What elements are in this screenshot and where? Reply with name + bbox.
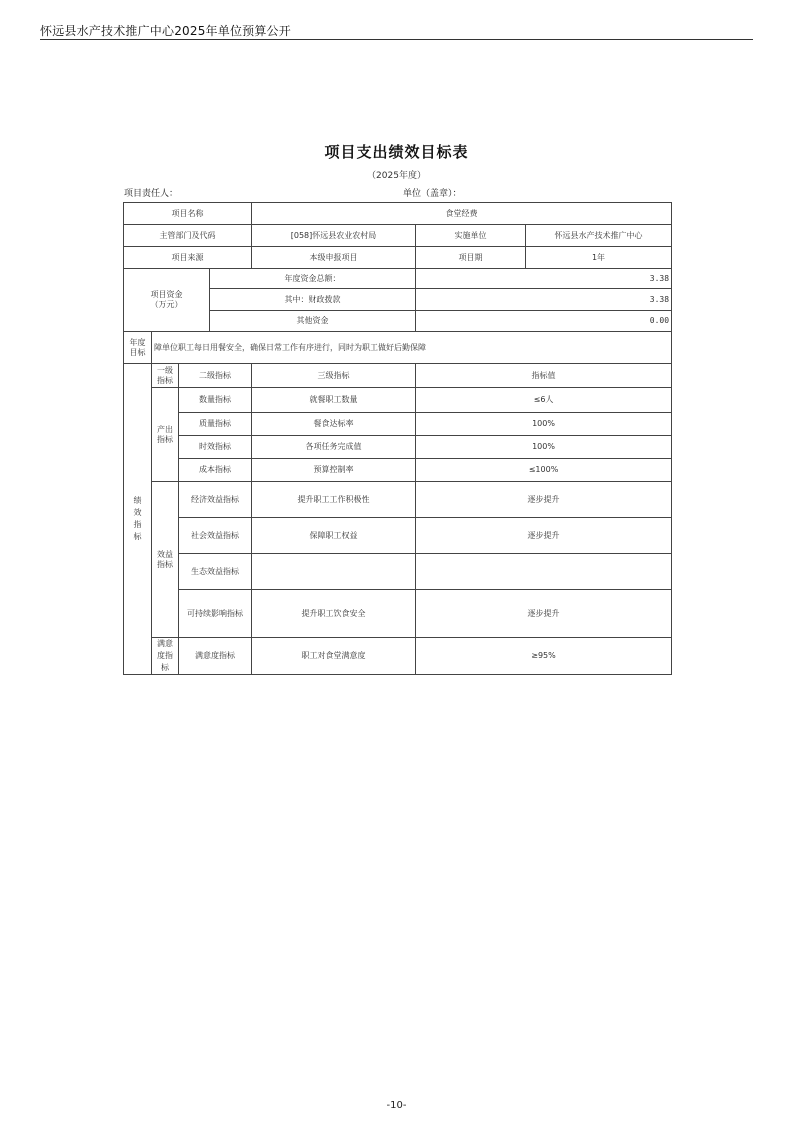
annual-goal-label-line1: 年度 (129, 337, 146, 347)
performance-target-table (123, 202, 672, 675)
output-indicator-label (152, 388, 179, 482)
indicator-l3: 各项任务完成值 (252, 436, 416, 459)
indicator-value: 逐步提升 (416, 482, 672, 518)
fund-label (124, 269, 210, 332)
impl-unit-value: 怀远县水产技术推广中心 (526, 225, 672, 247)
indicator-l2: 经济效益指标 (179, 482, 252, 518)
indicator-value: 逐步提升 (416, 590, 672, 638)
indicator-value: ≤6人 (416, 388, 672, 413)
indicator-l2: 成本指标 (179, 459, 252, 482)
indicator-l3 (252, 554, 416, 590)
satisfaction-label-part: 度指 (157, 651, 173, 660)
annual-goal-label-line2: 目标 (129, 347, 146, 357)
page-number: -10- (386, 1100, 407, 1111)
dept-value: [058]怀远县农业农村局 (252, 225, 416, 247)
satisfaction-label-part: 标 (161, 663, 169, 672)
indicator-l3: 提升职工饮食安全 (252, 590, 416, 638)
perf-label-char: 效 (133, 508, 142, 517)
fund-label-line2: （万元） (150, 300, 183, 309)
level3-header: 三级指标 (252, 364, 416, 388)
indicator-l2: 社会效益指标 (179, 518, 252, 554)
indicator-l3: 餐食达标率 (252, 413, 416, 436)
indicator-l2: 生态效益指标 (179, 554, 252, 590)
fund-label-line1: 项目资金 (150, 290, 183, 299)
annual-goal-text: 障单位职工每日用餐安全，确保日常工作有序进行，同时为职工做好后勤保障 (152, 332, 672, 364)
unit-seal-label: 单位（盖章）： (403, 189, 462, 199)
period-value: 1年 (526, 247, 672, 269)
indicator-l3: 职工对食堂满意度 (252, 638, 416, 675)
fund-fiscal-label: 其中：财政拨款 (210, 289, 416, 311)
satisfaction-indicator-label (152, 638, 179, 675)
benefit-label-line1: 效益 (157, 549, 173, 559)
document-title: 项目支出绩效目标表 (324, 143, 469, 161)
indicator-l2: 时效指标 (179, 436, 252, 459)
source-value: 本级申报项目 (252, 247, 416, 269)
indicator-l2: 质量指标 (179, 413, 252, 436)
period-label: 项目期 (416, 247, 526, 269)
fund-total-value: 3.38 (416, 269, 672, 289)
perf-label-char: 标 (133, 532, 142, 541)
level2-header: 二级指标 (179, 364, 252, 388)
output-label-line2: 指标 (157, 434, 173, 444)
indicator-l3: 预算控制率 (252, 459, 416, 482)
source-label: 项目来源 (124, 247, 252, 269)
project-responsible-label: 项目责任人： (124, 189, 179, 199)
level1-header: 一级指标 (152, 364, 179, 388)
output-label-line1: 产出 (157, 424, 173, 434)
project-name-value: 食堂经费 (252, 203, 672, 225)
indicator-value: 100% (416, 436, 672, 459)
fund-total-label: 年度资金总额： (210, 269, 416, 289)
indicator-value: ≥95% (416, 638, 672, 675)
indicator-l2: 可持续影响指标 (179, 590, 252, 638)
indicator-value (416, 554, 672, 590)
perf-label-char: 绩 (133, 496, 142, 505)
indicator-value-header: 指标值 (416, 364, 672, 388)
fund-fiscal-value: 3.38 (416, 289, 672, 311)
dept-label: 主管部门及代码 (124, 225, 252, 247)
fund-other-label: 其他资金 (210, 311, 416, 332)
perf-label-char: 指 (133, 520, 142, 529)
header-rule (40, 39, 753, 40)
fund-other-value: 0.00 (416, 311, 672, 332)
benefit-indicator-label (152, 482, 179, 638)
impl-unit-label: 实施单位 (416, 225, 526, 247)
indicator-l3: 就餐职工数量 (252, 388, 416, 413)
project-name-label: 项目名称 (124, 203, 252, 225)
indicator-l2: 满意度指标 (179, 638, 252, 675)
indicator-l3: 保障职工权益 (252, 518, 416, 554)
indicator-l3: 提升职工工作积极性 (252, 482, 416, 518)
document-year: （2025年度） (367, 171, 426, 181)
indicator-l2: 数量指标 (179, 388, 252, 413)
page-header: 怀远县水产技术推广中心2025年单位预算公开 (40, 24, 291, 38)
satisfaction-label-part: 满意 (157, 639, 173, 648)
benefit-label-line2: 指标 (157, 559, 173, 569)
indicator-value: ≤100% (416, 459, 672, 482)
indicator-value: 逐步提升 (416, 518, 672, 554)
indicator-value: 100% (416, 413, 672, 436)
annual-goal-label (124, 332, 152, 364)
performance-indicator-label (124, 364, 152, 675)
